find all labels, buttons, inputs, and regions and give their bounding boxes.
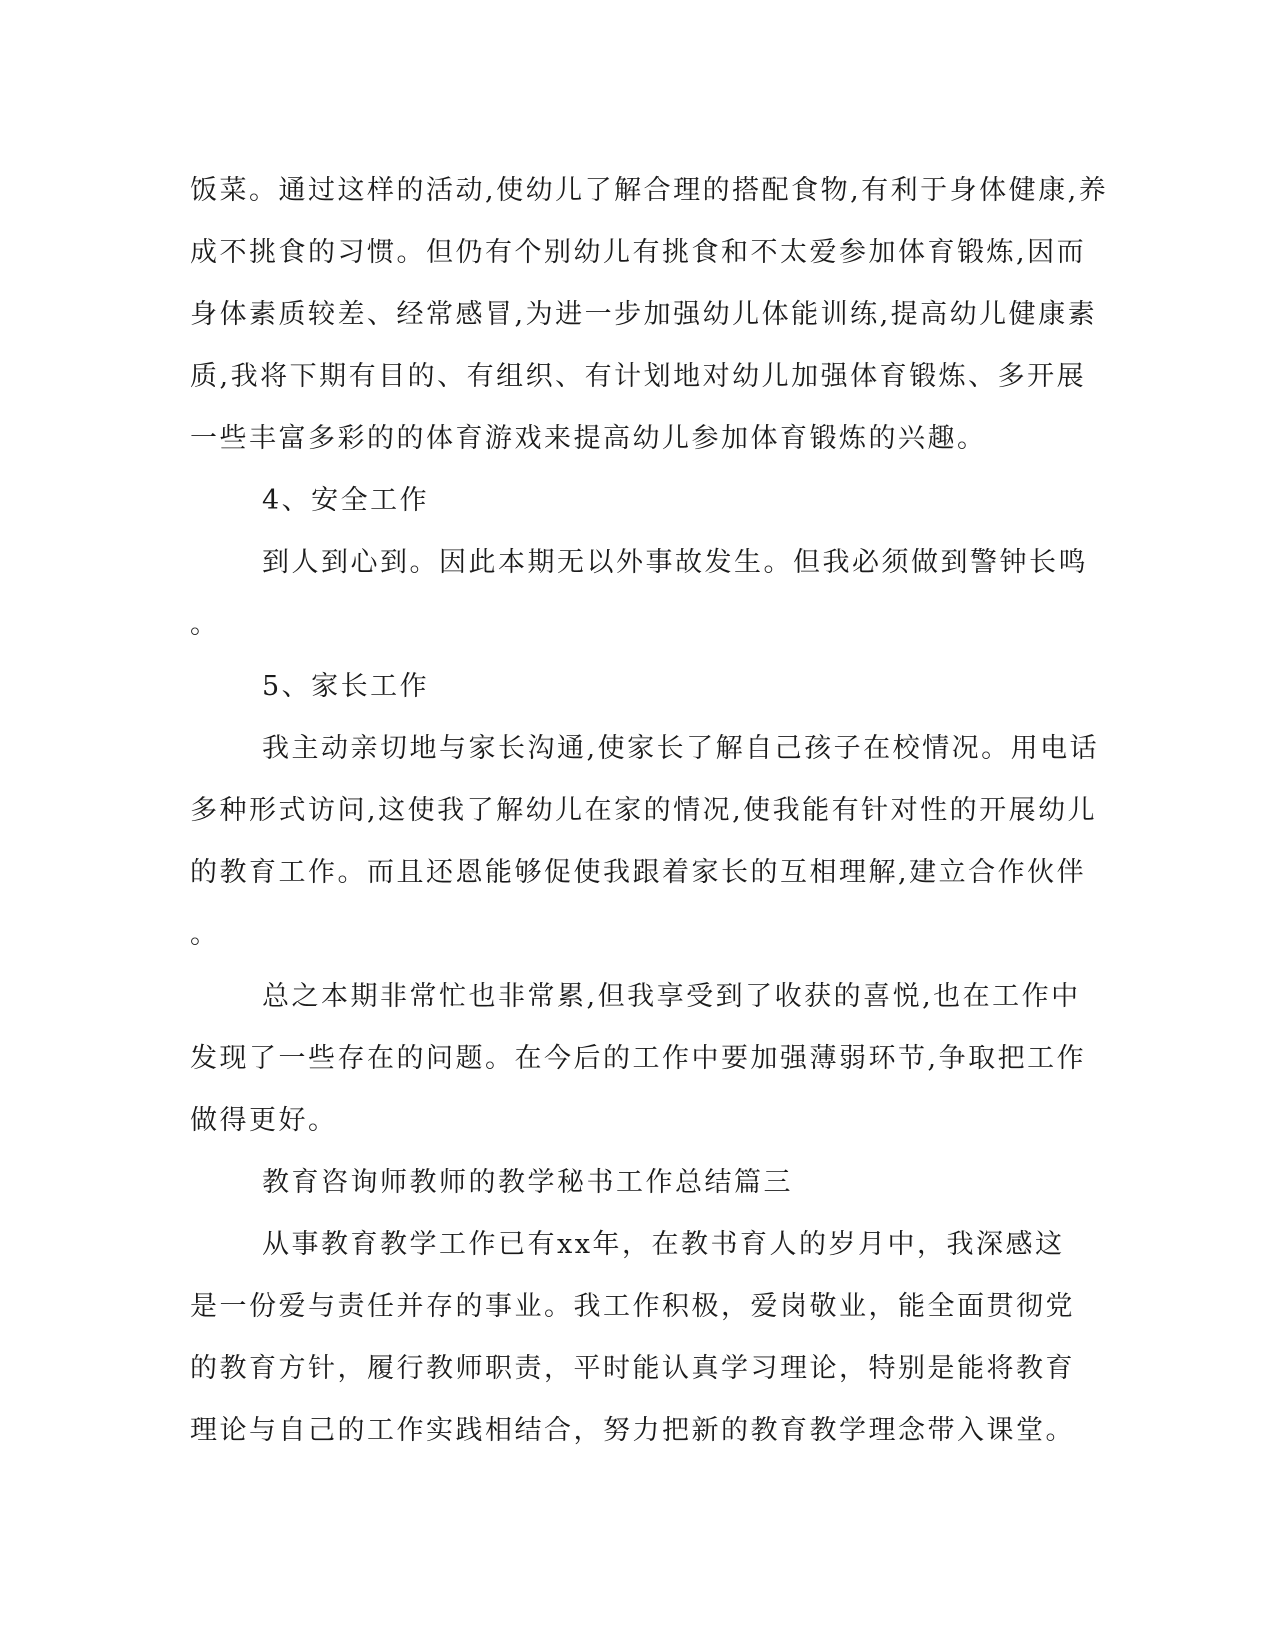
text-line: 是一份爱与责任并存的事业。我工作积极，爱岗敬业，能全面贯彻党 [190,1291,1075,1322]
text-line: 的教育工作。而且还恩能够促使我跟着家长的互相理解,建立合作伙伴 [190,857,1087,888]
text-line: 身体素质较差、经常感冒,为进一步加强幼儿体能训练,提高幼儿健康素 [190,299,1098,330]
text-line: 饭菜。通过这样的活动,使幼儿了解合理的搭配食物,有利于身体健康,养 [190,175,1109,206]
text-line: 的教育方针，履行教师职责，平时能认真学习理论，特别是能将教育 [190,1353,1075,1384]
text-line: 到人到心到。因此本期无以外事故发生。但我必须做到警钟长鸣 [262,547,1088,578]
section-heading-safety: 4、安全工作 [262,485,430,516]
document-body [190,160,1109,1462]
text-line: 质,我将下期有目的、有组织、有计划地对幼儿加强体育锻炼、多开展 [190,361,1087,392]
text-line: 总之本期非常忙也非常累,但我享受到了收获的喜悦,也在工作中 [262,981,1081,1012]
text-line: 。 [190,609,220,640]
text-line: 理论与自己的工作实践相结合，努力把新的教育教学理念带入课堂。 [190,1415,1075,1446]
text-line: 从事教育教学工作已有xx年，在教书育人的岁月中，我深感这 [262,1229,1065,1260]
text-line: 成不挑食的习惯。但仍有个别幼儿有挑食和不太爱参加体育锻炼,因而 [190,237,1087,268]
text-line: 做得更好。 [190,1105,338,1136]
section-heading-parents: 5、家长工作 [262,671,430,702]
text-line: 发现了一些存在的问题。在今后的工作中要加强薄弱环节,争取把工作 [190,1043,1087,1074]
text-line: 。 [190,919,220,950]
text-line: 我主动亲切地与家长沟通,使家长了解自己孩子在校情况。用电话 [262,733,1100,764]
text-line: 多种形式访问,这使我了解幼儿在家的情况,使我能有针对性的开展幼儿 [190,795,1098,826]
article-title: 教育咨询师教师的教学秘书工作总结篇三 [262,1167,793,1198]
text-line: 一些丰富多彩的的体育游戏来提高幼儿参加体育锻炼的兴趣。 [190,423,987,454]
